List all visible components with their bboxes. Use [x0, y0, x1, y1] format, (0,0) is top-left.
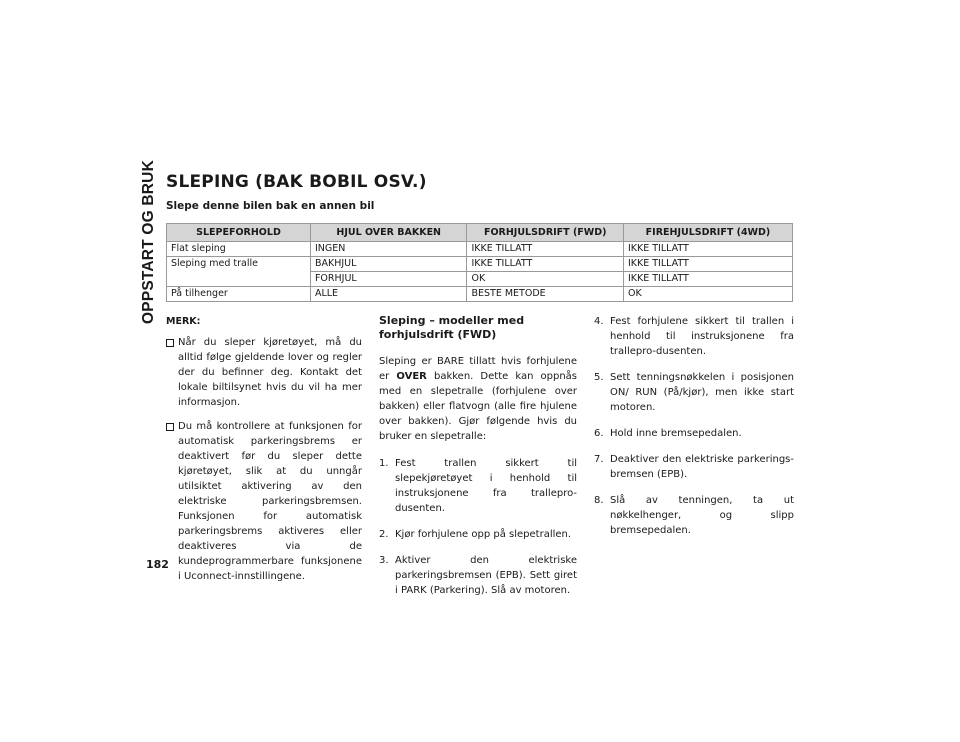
section-tab — [139, 160, 159, 324]
step-number: 5. — [594, 372, 604, 383]
step-text: Sett tenningsnøkkelen i posisjonen ON/ RUN (På/kjør), men ikke start motoren. — [610, 372, 794, 413]
table-header: FORHJULSDRIFT (FWD) — [467, 224, 624, 242]
section-intro — [379, 354, 577, 444]
table-cell: Sleping med tralle — [167, 257, 311, 287]
note-column — [166, 314, 362, 593]
step-number: 1. — [379, 458, 389, 469]
step-text: Deaktiver den elektriske parkerings-bremsen (EPB). — [610, 454, 794, 480]
page-number: 182 — [146, 558, 169, 571]
step-text: Slå av tenningen, ta ut nøkkelhenger, og slipp bremsepedalen. — [610, 495, 794, 536]
note-bullet — [166, 419, 362, 584]
step-text: Kjør forhjulene opp på slepetrallen. — [395, 529, 572, 540]
note-label: MERK: — [166, 316, 201, 327]
table-cell: IKKE TILLATT — [623, 272, 792, 287]
steps-column — [594, 314, 794, 549]
list-item — [594, 314, 794, 359]
note-bullet-text: Når du sleper kjøretøyet, må du alltid følge gjeldende lover og regler der du befinner deg. Kontakt det lokale biltilsynet hvis du vil ha mer informasjon. — [178, 337, 362, 408]
table-header: FIREHJULSDRIFT (4WD) — [623, 224, 792, 242]
table-cell: ALLE — [310, 287, 467, 302]
checkbox-bullet-icon — [166, 339, 174, 347]
table-cell: BAKHJUL — [310, 257, 467, 272]
checkbox-bullet-icon — [166, 423, 174, 431]
list-item — [594, 452, 794, 482]
table-cell: IKKE TILLATT — [623, 257, 792, 272]
step-number: 3. — [379, 555, 389, 566]
table-cell: OK — [467, 272, 624, 287]
list-item — [379, 456, 577, 516]
table-row — [167, 242, 793, 257]
step-number: 6. — [594, 428, 604, 439]
fwd-column — [379, 314, 577, 609]
table-cell: På tilhenger — [167, 287, 311, 302]
towing-table — [166, 223, 793, 302]
step-number: 7. — [594, 454, 604, 465]
table-cell: OK — [623, 287, 792, 302]
intro-text-start: Sleping er BARE tillatt hvis forhjulene er — [379, 356, 577, 382]
step-text: Fest trallen sikkert til slepekjøretøyet i henhold til instruksjonene fra trallepro-dusenten. — [395, 458, 577, 514]
page-title: SLEPING (BAK BOBIL OSV.) — [166, 172, 427, 192]
section-tab-label: OPPSTART OG BRUK — [140, 160, 158, 324]
table-cell: BESTE METODE — [467, 287, 624, 302]
table-row — [167, 257, 793, 272]
table-header: SLEPEFORHOLD — [167, 224, 311, 242]
table-cell: Flat sleping — [167, 242, 311, 257]
list-item — [379, 527, 577, 542]
page-subtitle: Slepe denne bilen bak en annen bil — [166, 200, 375, 212]
table-header-row — [167, 224, 793, 242]
intro-emphasis: OVER — [396, 371, 427, 382]
list-item — [379, 553, 577, 598]
step-text: Aktiver den elektriske parkeringsbremsen (EPB). Sett giret i PARK (Parkering). Slå av motoren. — [395, 555, 577, 596]
section-heading: Sleping – modeller med forhjulsdrift (FWD) — [379, 314, 525, 341]
table-cell: FORHJUL — [310, 272, 467, 287]
table-row — [167, 287, 793, 302]
table-cell: IKKE TILLATT — [623, 242, 792, 257]
step-number: 2. — [379, 529, 389, 540]
list-item — [594, 426, 794, 441]
step-number: 4. — [594, 316, 604, 327]
step-text: Fest forhjulene sikkert til trallen i henhold til instruksjonene fra trallepro-dusenten. — [610, 316, 794, 357]
step-text: Hold inne bremsepedalen. — [610, 428, 742, 439]
note-bullet — [166, 335, 362, 410]
table-header: HJUL OVER BAKKEN — [310, 224, 467, 242]
note-bullet-text: Du må kontrollere at funksjonen for automatisk parkeringsbrems er deaktivert før du sleper dette kjøretøyet, slik at du unngår utilsiktet aktivering av den elektriske parkeringsbremsen. Funksjonen for automatisk parkeringsbrems aktiveres eller deaktiveres via de kundeprogrammerbare funksjonene i Uconnect-innstillingene. — [178, 421, 362, 582]
step-number: 8. — [594, 495, 604, 506]
list-item — [594, 493, 794, 538]
table-cell: IKKE TILLATT — [467, 242, 624, 257]
table-cell: IKKE TILLATT — [467, 257, 624, 272]
list-item — [594, 370, 794, 415]
intro-text-end: bakken. Dette kan oppnås med en slepetralle (forhjulene over bakken) eller flatvogn (alle fire hjulene over bakken). Gjør følgende hvis du bruker en slepetralle: — [379, 371, 578, 442]
table-cell: INGEN — [310, 242, 467, 257]
